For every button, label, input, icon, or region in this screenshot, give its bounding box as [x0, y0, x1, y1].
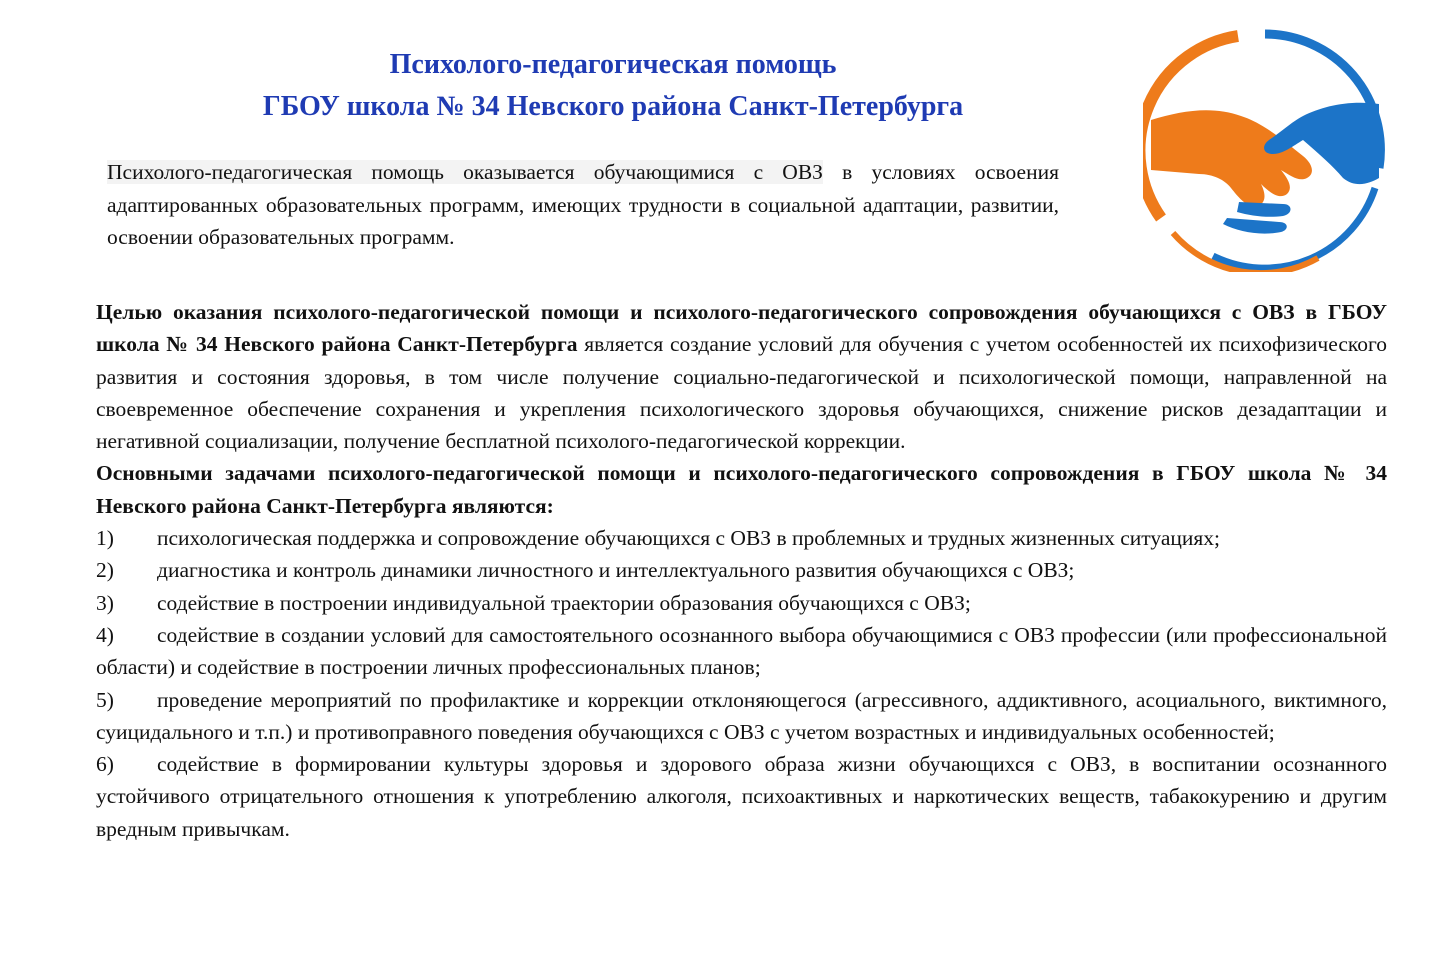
list-item-number: 5): [96, 687, 114, 712]
list-item: [96, 684, 1387, 749]
title-line-2: ГБОУ школа № 34 Невского района Санкт-Петербурга: [262, 91, 964, 122]
list-item-number: 3): [96, 590, 114, 615]
list-item: [96, 522, 1387, 554]
goal-bold: Целью оказания психолого-педагогической помощи и психолого-педагогического сопровождения обучающихся с ОВЗ в ГБОУ школа № 34 Невского района Санкт-Петербурга: [96, 300, 1387, 357]
list-item: [96, 619, 1387, 684]
list-item-number: 2): [96, 558, 114, 583]
main-content: [96, 296, 1387, 845]
list-item-text: содействие в создании условий для самостоятельного осознанного выбора обучающимися с ОВЗ профессии (или профессиональной области) и содействие в построении личных профессиональных планов;: [96, 622, 1387, 680]
list-item: [96, 748, 1387, 845]
intro-highlighted-phrase: Психолого-педагогическая помощь оказывается обучающимися с ОВЗ: [107, 160, 823, 184]
list-item-number: 6): [96, 752, 114, 777]
list-item-text: диагностика и контроль динамики личностного и интеллектуального развития обучающихся с ОВЗ;: [157, 558, 1075, 583]
page-title: [60, 44, 1166, 128]
list-item: [96, 554, 1387, 586]
title-line-1: Психолого-педагогическая помощь: [389, 49, 837, 80]
handshake-logo: [1143, 28, 1387, 272]
goal-paragraph: [96, 296, 1387, 457]
list-item-text: содействие в построении индивидуальной траектории образования обучающихся с ОВЗ;: [157, 590, 971, 615]
handshake-icon: [1151, 103, 1379, 234]
intro-paragraph: [107, 156, 1059, 254]
list-item-text: проведение мероприятий по профилактике и коррекции отклоняющегося (агрессивного, аддиктивного, асоциального, виктимного, суицидального и т.п.) и противоправного поведения обучающихся с ОВЗ с учетом возрастных и индивидуальных особенностей;: [96, 687, 1387, 744]
goal-text: является создание условий для обучения с учетом особенностей их психофизического развития и состояния здоровья, в том числе получение социально-педагогической и психологической помощи, направленной на своевременное обеспечение сохранения и укрепления психологического здоровья обучающихся, снижение рисков дезадаптации и негативной социализации, получение бесплатной психолого-педагогической коррекции.: [96, 332, 1388, 454]
tasks-list: [96, 522, 1387, 845]
list-item-number: 4): [96, 622, 114, 647]
list-item-number: 1): [96, 526, 114, 551]
intro-rest: в условиях освоения адаптированных образовательных программ, имеющих трудности в социальной адаптации, развитии, освоении образовательных программ.: [107, 160, 1059, 249]
tasks-heading: Основными задачами психолого-педагогической помощи и психолого-педагогического сопровождения в ГБОУ школа № 34 Невского района Санкт-Петербурга являются:: [96, 461, 1387, 518]
list-item: [96, 587, 1387, 619]
list-item-text: содействие в формировании культуры здоровья и здорового образа жизни обучающихся с ОВЗ, в воспитании осознанного устойчивого отрицательного отношения к употреблению алкоголя, психоактивных и наркотических веществ, табакокурению и другим вредным привычкам.: [96, 752, 1387, 841]
list-item-text: психологическая поддержка и сопровождение обучающихся с ОВЗ в проблемных и трудных жизненных ситуациях;: [157, 526, 1221, 551]
